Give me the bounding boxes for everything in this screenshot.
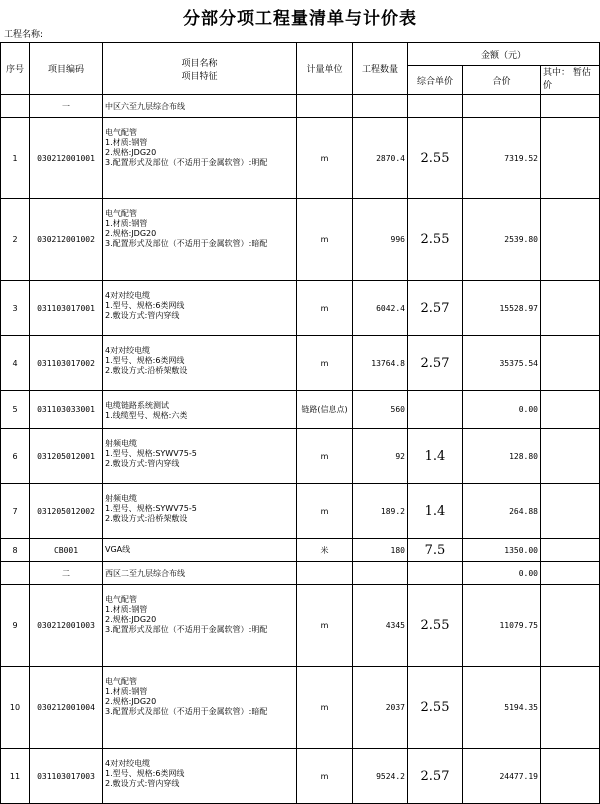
row-name: 射频电缆 [105, 439, 137, 448]
row-seq: 5 [1, 391, 30, 429]
row-total: 0.00 [463, 391, 541, 429]
row-seq [1, 562, 30, 585]
row-unit: m [297, 484, 353, 539]
row-code: CB001 [30, 539, 103, 562]
row-code: 030212001002 [30, 199, 103, 281]
row-unit-price: 2.57 [408, 336, 463, 391]
row-unit-price: 2.55 [408, 199, 463, 281]
row-name: 电气配管 [105, 128, 137, 137]
table-row [1, 749, 600, 804]
row-features: 1.材质:钢管 2.规格:JDG20 3.配置形式及部位（不适用于金属软管）:明配 [105, 605, 268, 634]
row-qty: 2037 [353, 667, 408, 749]
row-unit: m [297, 429, 353, 484]
row-features: 1.型号、规格:SYWV75-5 2.敷设方式:管内穿线 [105, 449, 197, 468]
row-unit: m [297, 336, 353, 391]
row-features: 1.型号、规格:SYWV75-5 2.敷设方式:沿桥架敷设 [105, 504, 197, 523]
row-seq: 11 [1, 749, 30, 804]
row-features: 1.材质:钢管 2.规格:JDG20 3.配置形式及部位（不适用于金属软管）:明配 [105, 138, 268, 167]
row-seq [1, 95, 30, 118]
row-name-features [103, 539, 297, 562]
section-total [463, 95, 541, 118]
row-unit-price: 2.55 [408, 585, 463, 667]
row-code: 030212001004 [30, 667, 103, 749]
row-seq: 7 [1, 484, 30, 539]
row-qty: 9524.2 [353, 749, 408, 804]
row-provisional [541, 429, 600, 484]
row-code: 031103017003 [30, 749, 103, 804]
row-name-features [103, 484, 297, 539]
header-unit: 计量单位 [297, 43, 353, 95]
row-unit-price: 2.55 [408, 118, 463, 199]
row-unit-price: 2.57 [408, 749, 463, 804]
row-code: 031205012002 [30, 484, 103, 539]
section-seq: 二 [30, 562, 103, 585]
bill-of-quantities-table [0, 42, 600, 804]
header-provisional: 其中： 暂估价 [541, 66, 600, 95]
row-seq: 6 [1, 429, 30, 484]
row-name: 4对对绞电缆 [105, 346, 151, 355]
row-unit-price [408, 391, 463, 429]
row-features: 1.线缆型号、规格:六类 [105, 411, 188, 420]
row-code: 030212001001 [30, 118, 103, 199]
row-name: 射频电缆 [105, 494, 137, 503]
row-qty: 2870.4 [353, 118, 408, 199]
row-unit: m [297, 749, 353, 804]
header-total: 合价 [463, 66, 541, 95]
row-unit: m [297, 585, 353, 667]
row-name: 4对对绞电缆 [105, 759, 151, 768]
table-row [1, 118, 600, 199]
row-name-features [103, 118, 297, 199]
section-title: 中区六至九层综合布线 [103, 95, 297, 118]
table-row [1, 336, 600, 391]
row-total: 7319.52 [463, 118, 541, 199]
row-seq: 3 [1, 281, 30, 336]
row-qty: 92 [353, 429, 408, 484]
table-row [1, 199, 600, 281]
row-name-features [103, 391, 297, 429]
row-features: 1.型号、规格:6类网线 2.敷设方式:沿桥架敷设 [105, 356, 188, 375]
row-unit: m [297, 118, 353, 199]
row-price [408, 562, 463, 585]
row-name: VGA线 [105, 545, 131, 554]
header-code: 项目编码 [30, 43, 103, 95]
row-provisional [541, 391, 600, 429]
row-qty: 4345 [353, 585, 408, 667]
row-seq: 10 [1, 667, 30, 749]
row-qty: 560 [353, 391, 408, 429]
table-row [1, 667, 600, 749]
table-row [1, 281, 600, 336]
header-qty: 工程数量 [353, 43, 408, 95]
row-name-features [103, 281, 297, 336]
row-code: 030212001003 [30, 585, 103, 667]
header-name: 项目名称 项目特征 [103, 43, 297, 95]
section-row [1, 562, 600, 585]
section-title: 西区二至九层综合布线 [103, 562, 297, 585]
table-row [1, 585, 600, 667]
row-name-features [103, 336, 297, 391]
row-features: 1.材质:钢管 2.规格:JDG20 3.配置形式及部位（不适用于金属软管）:暗配 [105, 219, 268, 248]
row-name: 电气配管 [105, 209, 137, 218]
row-features: 1.型号、规格:6类网线 2.敷设方式:管内穿线 [105, 769, 185, 788]
row-name: 电缆链路系统测试 [105, 401, 169, 410]
row-unit [297, 562, 353, 585]
row-name-features [103, 585, 297, 667]
page-title: 分部分项工程量清单与计价表 [183, 9, 417, 29]
row-name-features [103, 199, 297, 281]
row-qty [353, 562, 408, 585]
row-name-features [103, 429, 297, 484]
row-seq: 4 [1, 336, 30, 391]
row-name-features [103, 749, 297, 804]
section-row [1, 95, 600, 118]
row-provisional [541, 585, 600, 667]
row-provisional [541, 539, 600, 562]
table-row [1, 429, 600, 484]
row-price [408, 95, 463, 118]
row-qty: 996 [353, 199, 408, 281]
row-unit: m [297, 281, 353, 336]
row-code: 031205012001 [30, 429, 103, 484]
row-seq: 1 [1, 118, 30, 199]
row-total: 15528.97 [463, 281, 541, 336]
row-provisional [541, 484, 600, 539]
row-provisional [541, 199, 600, 281]
row-name: 4对对绞电缆 [105, 291, 151, 300]
row-seq: 2 [1, 199, 30, 281]
row-qty: 6042.4 [353, 281, 408, 336]
row-provisional [541, 281, 600, 336]
row-provisional [541, 336, 600, 391]
row-unit: 链路(信息点) [297, 391, 353, 429]
row-unit [297, 95, 353, 118]
row-qty: 13764.8 [353, 336, 408, 391]
row-qty: 180 [353, 539, 408, 562]
row-code: 031103017001 [30, 281, 103, 336]
section-total: 0.00 [463, 562, 541, 585]
row-unit-price: 1.4 [408, 484, 463, 539]
row-unit-price: 7.5 [408, 539, 463, 562]
table-row [1, 539, 600, 562]
table-row [1, 391, 600, 429]
row-code: 031103033001 [30, 391, 103, 429]
row-seq: 9 [1, 585, 30, 667]
row-name: 电气配管 [105, 595, 137, 604]
row-unit: m [297, 667, 353, 749]
row-total: 128.80 [463, 429, 541, 484]
row-total: 11079.75 [463, 585, 541, 667]
header-amount: 金额（元） [408, 43, 600, 66]
row-qty: 189.2 [353, 484, 408, 539]
row-unit-price: 1.4 [408, 429, 463, 484]
header-unit-price: 综合单价 [408, 66, 463, 95]
row-code: 031103017002 [30, 336, 103, 391]
table-row [1, 484, 600, 539]
row-provisional [541, 118, 600, 199]
row-unit-price: 2.57 [408, 281, 463, 336]
row-unit-price: 2.55 [408, 667, 463, 749]
row-total: 264.88 [463, 484, 541, 539]
row-features: 1.型号、规格:6类网线 2.敷设方式:管内穿线 [105, 301, 185, 320]
project-name-label: 工程名称: [4, 30, 44, 40]
row-unit: m [297, 199, 353, 281]
header-seq: 序号 [1, 43, 30, 95]
row-seq: 8 [1, 539, 30, 562]
row-provisional [541, 95, 600, 118]
row-total: 5194.35 [463, 667, 541, 749]
row-features: 1.材质:钢管 2.规格:JDG20 3.配置形式及部位（不适用于金属软管）:暗配 [105, 687, 268, 716]
row-provisional [541, 562, 600, 585]
row-qty [353, 95, 408, 118]
row-provisional [541, 667, 600, 749]
section-seq: 一 [30, 95, 103, 118]
row-total: 24477.19 [463, 749, 541, 804]
row-total: 35375.54 [463, 336, 541, 391]
row-total: 1350.00 [463, 539, 541, 562]
row-unit: 米 [297, 539, 353, 562]
row-name-features [103, 667, 297, 749]
row-provisional [541, 749, 600, 804]
row-total: 2539.80 [463, 199, 541, 281]
row-name: 电气配管 [105, 677, 137, 686]
